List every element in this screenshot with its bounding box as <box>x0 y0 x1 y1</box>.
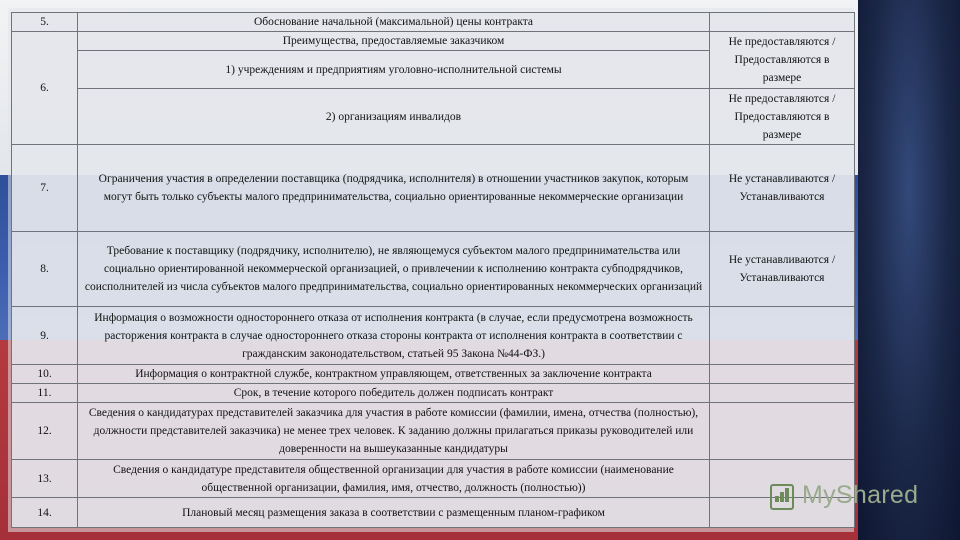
row-number: 11. <box>12 384 78 403</box>
table-row <box>12 384 855 403</box>
row-value: Не устанавливаются / Устанавливаются <box>710 145 855 232</box>
row-value <box>710 307 855 365</box>
side-panel <box>858 0 960 540</box>
row-number: 8. <box>12 232 78 307</box>
row-text: Требование к поставщику (подрядчику, исполнителю), не являющемуся субъектом малого предпринимательства или социально ориентированной некоммерческой организацией, о привлечении к исполнению контракта субподрядчиков, соисполнителей из числа субъектов малого предпринимательства, социально ориентированных некоммерческих организаций <box>78 232 710 307</box>
bar-chart-icon <box>768 480 798 510</box>
row-number: 10. <box>12 365 78 384</box>
row-value <box>710 403 855 460</box>
table-row <box>12 145 855 232</box>
row-text: Информация о контрактной службе, контрактном управляющем, ответственных за заключение контракта <box>78 365 710 384</box>
row-text: Информация о возможности одностороннего отказа от исполнения контракта (в случае, если предусмотрена возможность расторжения контракта в случае одностороннего отказа стороны контракта от исполнения контракта в соответствии с гражданским законодательством, статьей 95 Закона №44-ФЗ.) <box>78 307 710 365</box>
row-number: 12. <box>12 403 78 460</box>
row-number: 7. <box>12 145 78 232</box>
row-text: Сведения о кандидатурах представителей заказчика для участия в работе комиссии (фамилии, имена, отчества (полностью), должности представителей заказчика) не менее трех человек. К заданию должны прилагаться приказы руководителей или доверенности на вышеуказанные кандидатуры <box>78 403 710 460</box>
row-number: 13. <box>12 460 78 498</box>
row-text: Ограничения участия в определении поставщика (подрядчика, исполнителя) в отношении участников закупок, которым могут быть только субъекты малого предпринимательства, социально ориентированные некоммерческие организации <box>78 145 710 232</box>
table-row <box>12 32 855 51</box>
table-row <box>12 460 855 498</box>
row-number: 9. <box>12 307 78 365</box>
table-row <box>12 403 855 460</box>
row-text: 2) организациям инвалидов <box>78 89 710 145</box>
row-value <box>710 384 855 403</box>
table-row <box>12 13 855 32</box>
watermark <box>768 478 918 512</box>
row-text: Преимущества, предоставляемые заказчиком <box>78 32 710 51</box>
table-row <box>12 365 855 384</box>
row-text: 1) учреждениям и предприятиям уголовно-исполнительной системы <box>78 51 710 89</box>
row-value: Не предоставляются / Предоставляются в размере <box>710 32 855 89</box>
row-text: Сведения о кандидатуре представителя общественной организации для участия в работе комиссии (наименование общественной организации, фамилия, имя, отчество, должность (полностью)) <box>78 460 710 498</box>
row-value <box>710 13 855 32</box>
row-value <box>710 365 855 384</box>
table-row <box>12 498 855 528</box>
row-text: Срок, в течение которого победитель должен подписать контракт <box>78 384 710 403</box>
row-text: Плановый месяц размещения заказа в соответствии с размещенным планом-графиком <box>78 498 710 528</box>
table-row <box>12 89 855 145</box>
row-number: 5. <box>12 13 78 32</box>
row-value: Не предоставляются / Предоставляются в размере <box>710 89 855 145</box>
procurement-table <box>11 12 855 528</box>
row-text: Обоснование начальной (максимальной) цены контракта <box>78 13 710 32</box>
watermark-text: MyShared <box>802 480 919 509</box>
table-row <box>12 307 855 365</box>
row-number: 6. <box>12 32 78 145</box>
table-row <box>12 232 855 307</box>
row-number: 14. <box>12 498 78 528</box>
row-value: Не устанавливаются / Устанавливаются <box>710 232 855 307</box>
